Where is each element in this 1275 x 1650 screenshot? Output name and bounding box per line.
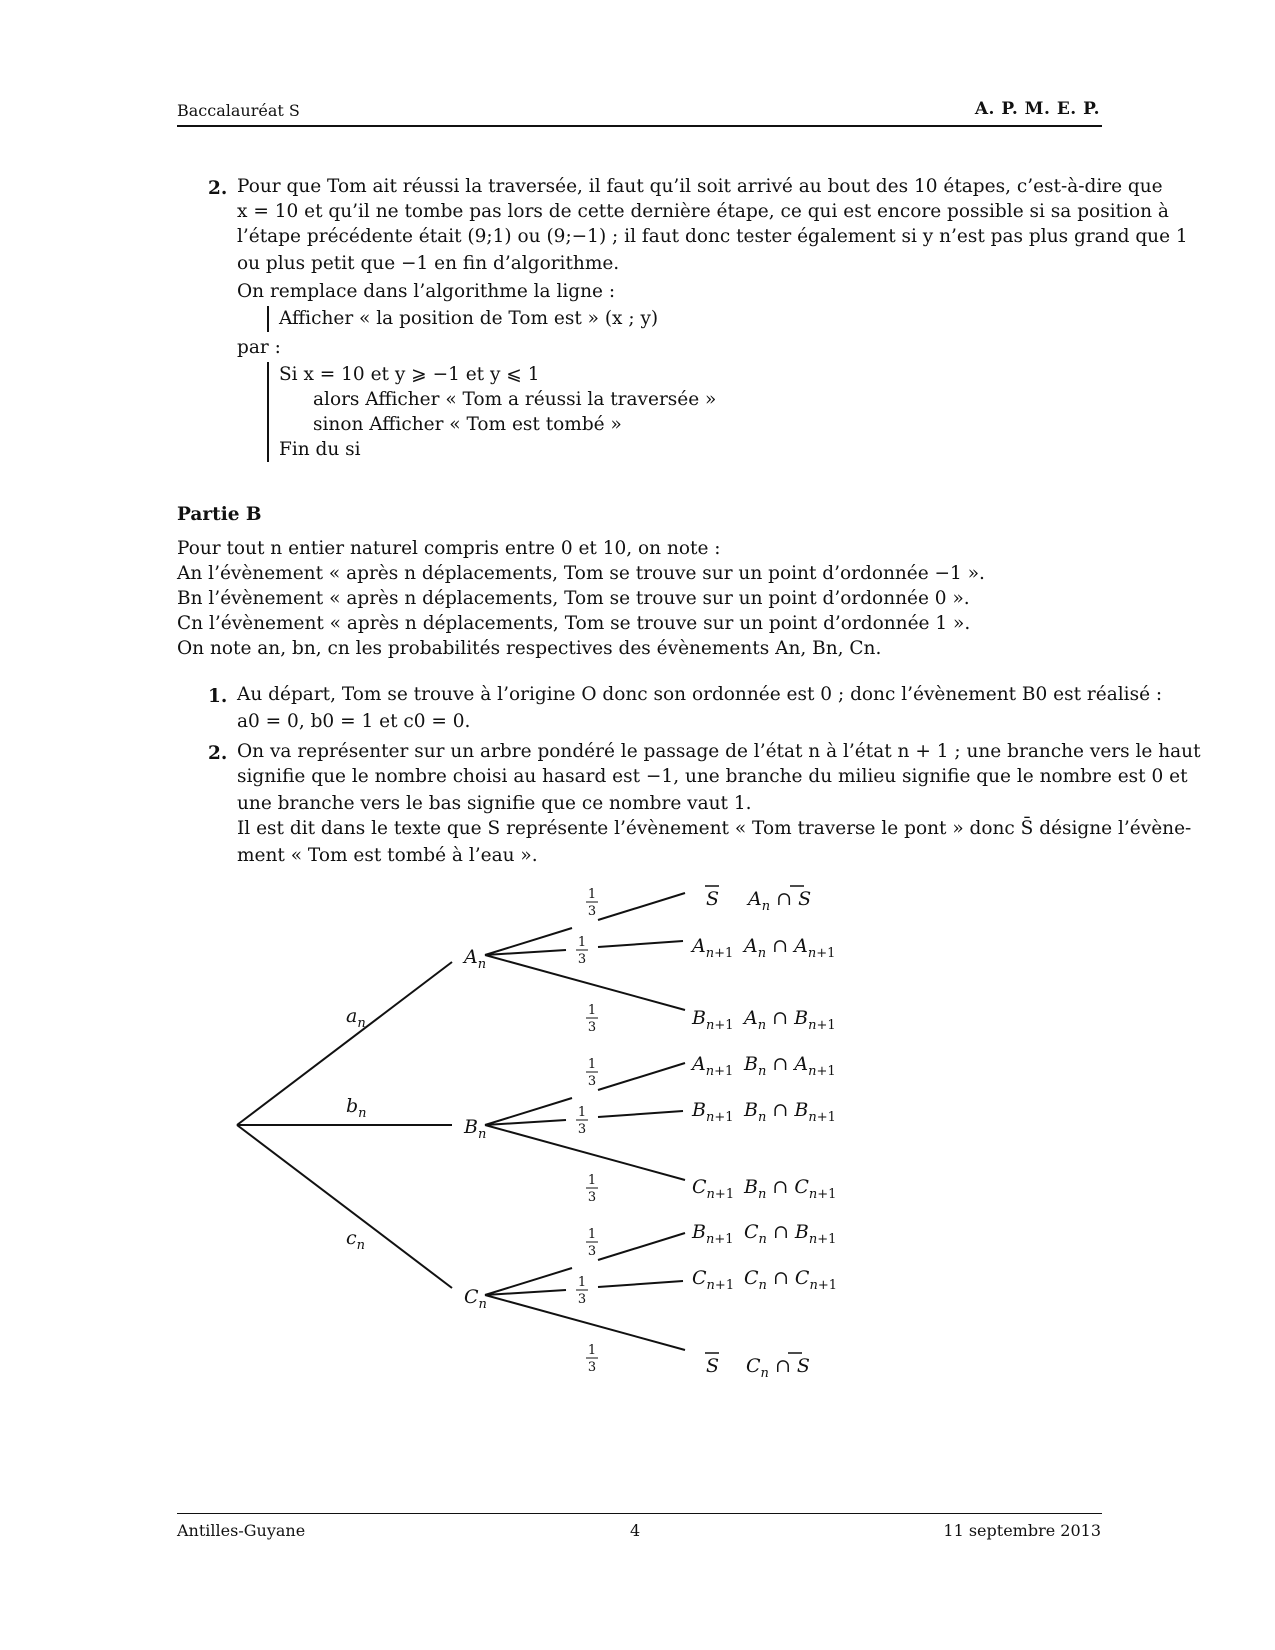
question-number: 2.: [208, 743, 228, 764]
leaf-intersection: $B_n$ ∩ $B_n+1$: [744, 1099, 836, 1125]
leaf-outcome: $B_n+1$: [692, 1099, 734, 1125]
weight-c-letter: c: [346, 1227, 357, 1249]
footer-right: 11 septembre 2013: [943, 1521, 1101, 1540]
branch-weight-fraction: [586, 1057, 598, 1089]
tree-branch: [598, 893, 685, 920]
footer-rule: [177, 1513, 1102, 1514]
weight-c-subscript: n: [356, 1238, 366, 1253]
paragraph-line: Cn l’évènement « après n déplacements, Tom se trouve sur un point d’ordonnée 1 ».: [177, 613, 971, 634]
weight-a-subscript: n: [357, 1016, 366, 1031]
branch-weight-fraction: [576, 1105, 588, 1137]
svg-text:3: 3: [587, 1244, 597, 1259]
svg-text:S: S: [706, 1355, 720, 1377]
tree-branch: [598, 1281, 683, 1287]
weight-b-subscript: n: [358, 1106, 367, 1121]
svg-text:1: 1: [587, 1343, 597, 1358]
branch-weight-fraction: [586, 887, 598, 919]
svg-text:1: 1: [587, 1173, 597, 1188]
svg-text:cn: [346, 1227, 365, 1253]
svg-text:3: 3: [587, 1020, 597, 1035]
svg-text:1: 1: [587, 887, 597, 902]
svg-text:1: 1: [587, 1057, 597, 1072]
svg-text:1: 1: [577, 935, 587, 950]
section-title: Partie B: [177, 504, 262, 525]
branch-weight-fraction: [576, 1275, 588, 1307]
svg-text:3: 3: [577, 1122, 587, 1137]
paragraph-line: a0 = 0, b0 = 1 et c0 = 0.: [237, 711, 471, 732]
svg-text:S: S: [706, 888, 720, 910]
footer-left: Antilles-Guyane: [177, 1521, 306, 1540]
algorithm-line: alors Afficher « Tom a réussi la traversée »: [313, 389, 717, 410]
paragraph-line: ou plus petit que −1 en fin d’algorithme.: [237, 253, 620, 274]
paragraph-line: ment « Tom est tombé à l’eau ».: [237, 845, 538, 866]
node-b-letter: B: [464, 1116, 478, 1138]
leaf-outcome: $A_n+1$: [692, 1053, 734, 1079]
branch-weight-fraction: [576, 935, 588, 967]
leaf-intersection: [746, 1353, 810, 1381]
svg-text:1: 1: [577, 1105, 587, 1120]
tree-branch: [237, 962, 452, 1125]
tree-branch: [598, 1233, 685, 1260]
weight-b-letter: b: [346, 1095, 359, 1117]
algorithm-line: Si x = 10 et y ⩾ −1 et y ⩽ 1: [279, 364, 540, 385]
tree-branch: [598, 1063, 685, 1090]
svg-text:1: 1: [587, 1003, 597, 1018]
weight-a-letter: a: [346, 1005, 358, 1027]
leaf-intersection: $B_n$ ∩ $A_n+1$: [744, 1053, 836, 1079]
node-c-letter: C: [464, 1286, 479, 1308]
svg-text:3: 3: [587, 1360, 597, 1375]
header-right: A. P. M. E. P.: [974, 99, 1100, 119]
leaf-intersection: $C_n$ ∩ $C_n+1$: [744, 1267, 838, 1293]
question-number: 1.: [208, 686, 228, 707]
tree-branch: [598, 1111, 683, 1117]
svg-text:3: 3: [587, 1190, 597, 1205]
paragraph-line: An l’évènement « après n déplacements, Tom se trouve sur un point d’ordonnée −1 ».: [177, 563, 985, 584]
svg-text:3: 3: [577, 952, 587, 967]
svg-text:Cn: [464, 1286, 487, 1312]
paragraph-line: Il est dit dans le texte que S représente l’évènement « Tom traverse le pont » donc S̄ désigne l’évène-: [237, 818, 1192, 839]
branch-weight-fraction: [586, 1003, 598, 1035]
page-number: 4: [630, 1521, 641, 1540]
svg-text:An: [462, 946, 486, 972]
paragraph-line: Pour tout n entier naturel compris entre 0 et 10, on note :: [177, 538, 721, 559]
paragraph-line: l’étape précédente était (9;1) ou (9;−1) ; il faut donc tester également si y n’est pas plus grand que 1: [237, 226, 1188, 247]
svg-text:an: [346, 1005, 366, 1031]
leaf-intersection: $A_n$ ∩ $B_n+1$: [744, 1007, 836, 1033]
leaf-intersection: $A_n$ ∩ $A_n+1$: [744, 935, 836, 961]
leaf-outcome: $C_n+1$: [692, 1176, 735, 1202]
leaf-intersection: $B_n$ ∩ $C_n+1$: [744, 1176, 837, 1202]
paragraph-line: x = 10 et qu’il ne tombe pas lors de cette dernière étape, ce qui est encore possible si sa position à: [237, 201, 1169, 222]
leaf-outcome: $B_n+1$: [692, 1221, 734, 1247]
leaf-outcome: [705, 1353, 719, 1377]
node-a-letter: A: [464, 946, 478, 968]
replace-intro: On remplace dans l’algorithme la ligne :: [237, 281, 616, 302]
branch-weight-fraction: [586, 1227, 598, 1259]
leaf-outcome: [705, 886, 719, 910]
branch-weight-fraction: [586, 1343, 598, 1375]
leaf-outcome: $A_n+1$: [692, 935, 734, 961]
node-c-subscript: n: [478, 1297, 487, 1312]
paragraph-line: On note an, bn, cn les probabilités respectives des évènements An, Bn, Cn.: [177, 638, 882, 659]
question-number: 2.: [208, 178, 228, 199]
paragraph-line: On va représenter sur un arbre pondéré le passage de l’état n à l’état n + 1 ; une branche vers le haut: [237, 741, 1201, 762]
leaf-intersection: $C_n$ ∩ $B_n+1$: [744, 1221, 837, 1247]
leaf-outcome: $C_n+1$: [692, 1267, 735, 1293]
leaf-intersection: [746, 886, 811, 914]
paragraph-line: signifie que le nombre choisi au hasard est −1, une branche du milieu signifie que le nombre est 0 et: [237, 766, 1188, 787]
svg-text:bn: [346, 1095, 367, 1121]
tree-branch: [598, 941, 683, 947]
svg-text:An ∩ S: $A_n$ ∩ S: [748, 888, 812, 914]
paragraph-line: une branche vers le bas signifie que ce nombre vaut 1.: [237, 793, 752, 814]
svg-text:1: 1: [587, 1227, 597, 1242]
svg-text:3: 3: [577, 1292, 587, 1307]
header-left: Baccalauréat S: [177, 101, 300, 120]
svg-text:1: 1: [577, 1275, 587, 1290]
paragraph-line: Au départ, Tom se trouve à l’origine O donc son ordonnée est 0 ; donc l’évènement B0 est réalisé :: [237, 684, 1163, 705]
branch-weight-fraction: [586, 1173, 598, 1205]
algorithm-line: sinon Afficher « Tom est tombé »: [313, 414, 622, 435]
by-label: par :: [237, 337, 281, 358]
svg-text:Cn ∩ S: $C_n$ ∩ S: [746, 1355, 810, 1381]
leaf-outcome: $B_n+1$: [692, 1007, 734, 1033]
tree-branch: [237, 1125, 452, 1288]
svg-text:Bn: [463, 1116, 486, 1142]
algorithm-line: Afficher « la position de Tom est » (x ; y): [279, 308, 659, 329]
algorithm-line: Fin du si: [279, 439, 361, 460]
paragraph-line: Pour que Tom ait réussi la traversée, il faut qu’il soit arrivé au bout des 10 étapes, c’est-à-dire que: [237, 176, 1163, 197]
svg-text:3: 3: [587, 904, 597, 919]
node-b-subscript: n: [477, 1127, 487, 1142]
svg-text:3: 3: [587, 1074, 597, 1089]
paragraph-line: Bn l’évènement « après n déplacements, Tom se trouve sur un point d’ordonnée 0 ».: [177, 588, 970, 609]
node-a-subscript: n: [477, 957, 487, 972]
